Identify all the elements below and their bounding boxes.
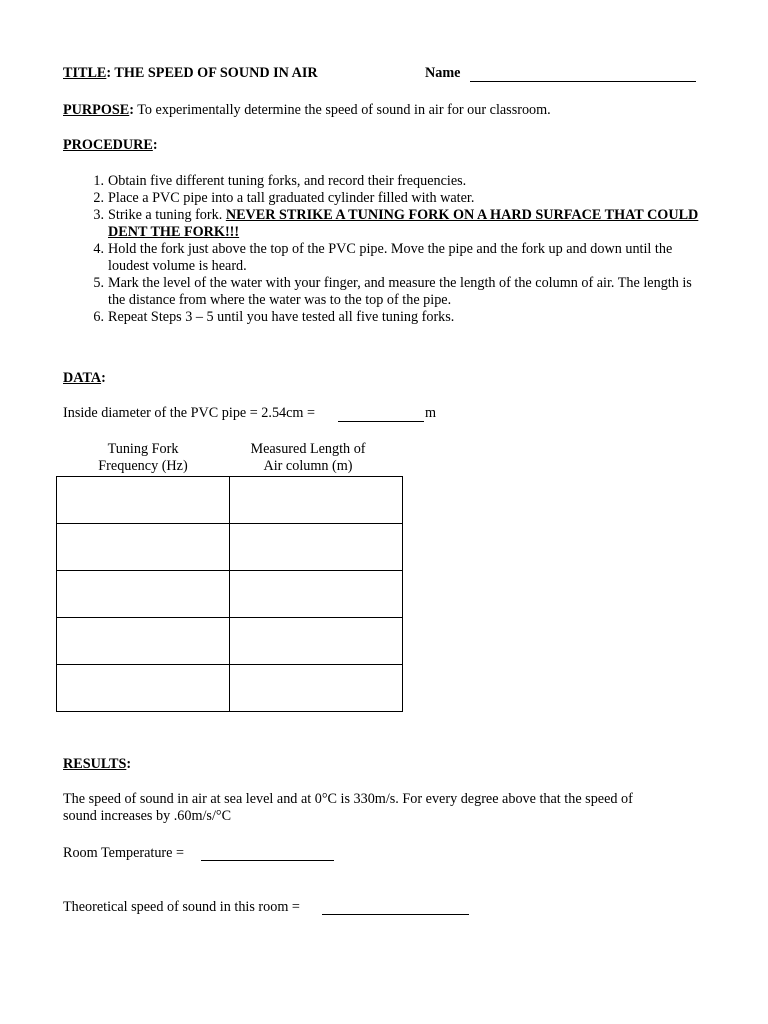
table-row <box>57 524 403 571</box>
step-text: Place a PVC pipe into a tall graduated cylinder filled with water. <box>108 190 475 206</box>
length-cell[interactable] <box>230 524 403 571</box>
theoretical-speed-label: Theoretical speed of sound in this room = <box>63 899 300 915</box>
room-temperature-input-blank[interactable] <box>201 860 334 861</box>
length-cell[interactable] <box>230 665 403 712</box>
step-number: 4. <box>93 241 104 257</box>
table-row <box>57 665 403 712</box>
procedure-list <box>84 173 704 326</box>
purpose-colon: : <box>129 102 134 118</box>
title-line <box>63 65 318 82</box>
procedure-colon: : <box>152 137 158 153</box>
length-cell[interactable] <box>230 477 403 524</box>
results-heading <box>63 756 131 773</box>
theoretical-speed-input-blank[interactable] <box>322 914 469 915</box>
column-header-length-line2: Air column (m) <box>263 458 353 474</box>
title-label: TITLE <box>63 65 107 81</box>
name-label: Name <box>425 65 461 81</box>
results-line-2: sound increases by .60m/s/°C <box>63 808 232 824</box>
purpose-label: PURPOSE <box>63 102 130 118</box>
title-text: : THE SPEED OF SOUND IN AIR <box>106 65 318 81</box>
procedure-step <box>84 309 704 326</box>
step-number: 3. <box>93 207 104 223</box>
purpose-text: To experimentally determine the speed of sound in air for our classroom. <box>133 102 551 118</box>
procedure-heading <box>63 137 158 154</box>
room-temperature-label: Room Temperature = <box>63 845 185 861</box>
frequency-cell[interactable] <box>57 524 230 571</box>
data-heading <box>63 370 106 387</box>
procedure-step <box>84 207 704 241</box>
column-header-frequency-line1: Tuning Fork <box>107 441 179 457</box>
data-colon: : <box>101 370 106 386</box>
results-line-1: The speed of sound in air at sea level and at 0°C is 330m/s. For every degree above that the speed of <box>63 791 633 807</box>
step-number: 6. <box>93 309 104 325</box>
results-label: RESULTS <box>63 756 127 772</box>
table-row <box>57 477 403 524</box>
length-cell[interactable] <box>230 618 403 665</box>
step-text: Obtain five different tuning forks, and record their frequencies. <box>108 173 467 189</box>
table-row <box>57 618 403 665</box>
name-input-blank[interactable] <box>470 81 696 82</box>
column-header-length <box>220 441 396 475</box>
step-text-plain: Strike a tuning fork. <box>108 207 226 223</box>
diameter-unit: m <box>425 405 437 421</box>
frequency-cell[interactable] <box>57 571 230 618</box>
step-text: Mark the level of the water with your finger, and measure the length of the column of air. The length is the distance from where the water was to the top of the pipe. <box>108 275 692 308</box>
procedure-step <box>84 275 704 309</box>
frequency-cell[interactable] <box>57 618 230 665</box>
step-number: 1. <box>93 173 104 189</box>
procedure-step <box>84 241 704 275</box>
procedure-step <box>84 173 704 190</box>
frequency-cell[interactable] <box>57 665 230 712</box>
frequency-cell[interactable] <box>57 477 230 524</box>
data-table <box>56 476 403 712</box>
results-colon: : <box>126 756 132 772</box>
purpose-line <box>63 102 551 119</box>
step-text <box>108 207 704 241</box>
procedure-label: PROCEDURE <box>63 137 153 153</box>
step-text: Repeat Steps 3 – 5 until you have tested all five tuning forks. <box>108 309 455 325</box>
column-header-frequency-line2: Frequency (Hz) <box>98 458 188 474</box>
warning-text: NEVER STRIKE A TUNING FORK ON A HARD SURFACE THAT COULD DENT THE FORK!!! <box>108 207 699 240</box>
step-number: 5. <box>93 275 104 291</box>
column-header-length-line1: Measured Length of <box>250 441 366 457</box>
column-header-frequency <box>56 441 230 475</box>
step-number: 2. <box>93 190 104 206</box>
procedure-step <box>84 190 704 207</box>
step-text: Hold the fork just above the top of the PVC pipe. Move the pipe and the fork up and down until the loudest volume is heard. <box>108 241 673 274</box>
data-label: DATA <box>63 370 102 386</box>
table-row <box>57 571 403 618</box>
diameter-text: Inside diameter of the PVC pipe = 2.54cm = <box>63 405 316 421</box>
diameter-input-blank[interactable] <box>338 421 424 422</box>
length-cell[interactable] <box>230 571 403 618</box>
